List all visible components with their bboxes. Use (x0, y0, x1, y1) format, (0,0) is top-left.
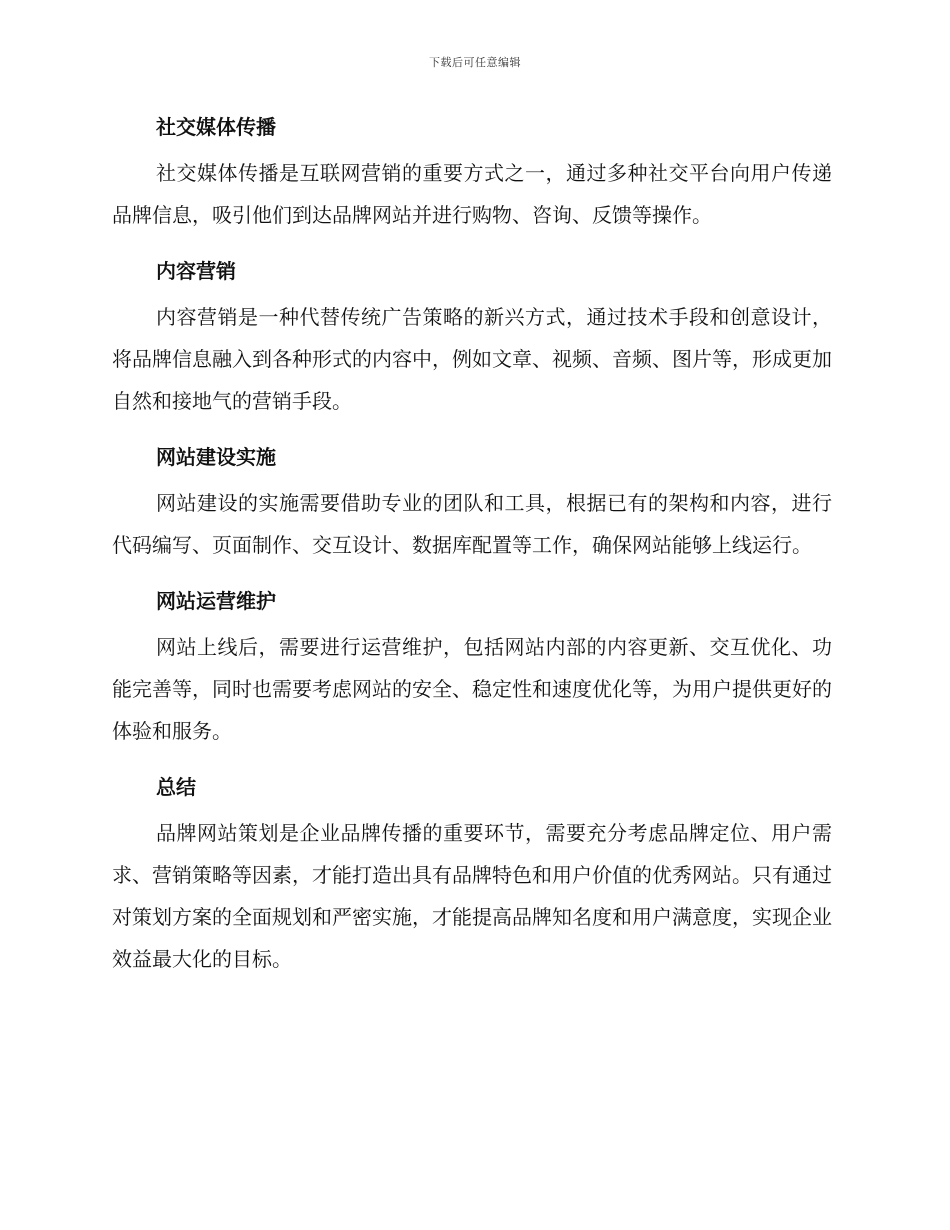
section-paragraph: 品牌网站策划是企业品牌传播的重要环节，需要充分考虑品牌定位、用户需求、营销策略等因素，才能打造出具有品牌特色和用户价值的优秀网站。只有通过对策划方案的全面规划和严密实施，才能提高品牌知名度和用户满意度，实现企业效益最大化的目标。 (112, 821, 832, 971)
section-heading: 内容营销 (156, 259, 236, 283)
page-header-note: 下载后可任意编辑 (429, 56, 521, 69)
section-heading: 社交媒体传播 (156, 115, 276, 139)
document-body (112, 108, 832, 996)
section-website-build (112, 438, 832, 566)
section-heading: 网站建设实施 (156, 445, 276, 469)
section-paragraph: 社交媒体传播是互联网营销的重要方式之一，通过多种社交平台向用户传递品牌信息，吸引他们到达品牌网站并进行购物、咨询、反馈等操作。 (112, 161, 832, 227)
section-paragraph: 内容营销是一种代替传统广告策略的新兴方式，通过技术手段和创意设计，将品牌信息融入到各种形式的内容中，例如文章、视频、音频、图片等，形成更加自然和接地气的营销手段。 (112, 305, 832, 413)
section-content-marketing (112, 252, 832, 422)
section-website-operation (112, 582, 832, 752)
section-heading: 总结 (156, 775, 196, 799)
section-summary (112, 768, 832, 980)
section-paragraph: 网站建设的实施需要借助专业的团队和工具，根据已有的架构和内容，进行代码编写、页面制作、交互设计、数据库配置等工作，确保网站能够上线运行。 (112, 491, 832, 557)
section-heading: 网站运营维护 (156, 589, 276, 613)
section-paragraph: 网站上线后，需要进行运营维护，包括网站内部的内容更新、交互优化、功能完善等，同时也需要考虑网站的安全、稳定性和速度优化等，为用户提供更好的体验和服务。 (112, 635, 832, 743)
section-social-media (112, 108, 832, 236)
